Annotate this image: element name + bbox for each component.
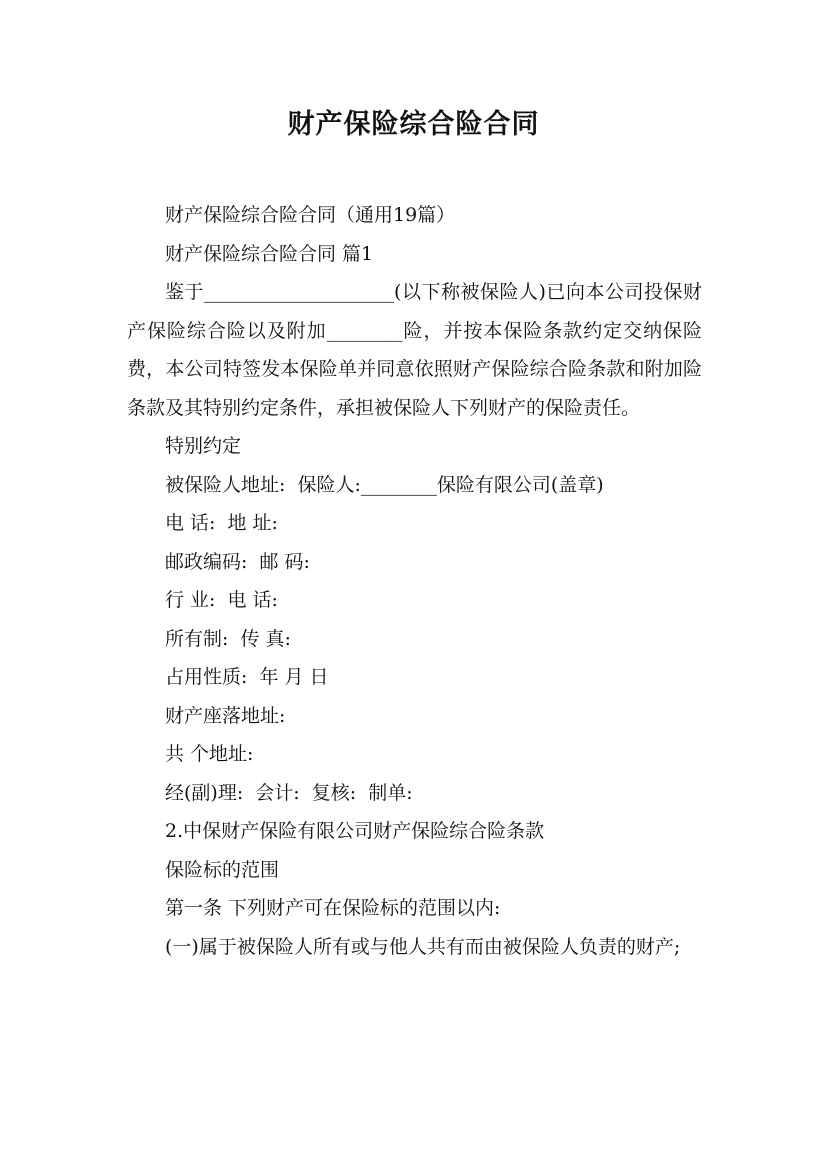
paragraph-subtitle: 财产保险综合险合同（通用19篇） xyxy=(165,204,456,226)
paragraph-article-one: 第一条 下列财产可在保险标的范围以内: xyxy=(165,897,501,919)
paragraph-clause-title: 2.中保财产保险有限公司财产保险综合险条款 xyxy=(165,820,545,842)
field-occupancy-date: 占用性质: 年 月 日 xyxy=(165,666,329,688)
paragraph-preamble: 鉴于____________________(以下称被保险人)已向本公司投保财产保险综合险以及附加________险，并按本保险条款约定交纳保险费，本公司特签发本保险单并同意依照财产保险综合险条款和附加险条款及其特别约定条件，承担被保险人下列财产的保险责任。 xyxy=(127,281,702,419)
paragraph-section-heading: 财产保险综合险合同 篇1 xyxy=(165,242,374,265)
field-insured-address: 被保险人地址: 保险人:________保险有限公司(盖章) xyxy=(165,473,604,496)
field-phone-address: 电 话: 地 址: xyxy=(165,512,278,534)
document-body xyxy=(127,196,702,966)
field-ownership-fax: 所有制: 传 真: xyxy=(165,627,291,650)
field-industry-phone: 行 业: 电 话: xyxy=(165,589,278,611)
field-address-count: 共 个地址: xyxy=(165,743,254,765)
document-title: 财产保险综合险合同 xyxy=(287,109,540,140)
paragraph-special-terms: 特别约定 xyxy=(165,435,242,457)
field-postal-code: 邮政编码: 邮 码: xyxy=(165,550,310,573)
paragraph-scope-heading: 保险标的范围 xyxy=(165,858,280,881)
field-signatures: 经(副)理: 会计: 复核: 制单: xyxy=(165,781,413,804)
paragraph-item-one: (一)属于被保险人所有或与他人共有而由被保险人负责的财产; xyxy=(165,935,681,958)
field-property-address: 财产座落地址: xyxy=(165,704,286,727)
